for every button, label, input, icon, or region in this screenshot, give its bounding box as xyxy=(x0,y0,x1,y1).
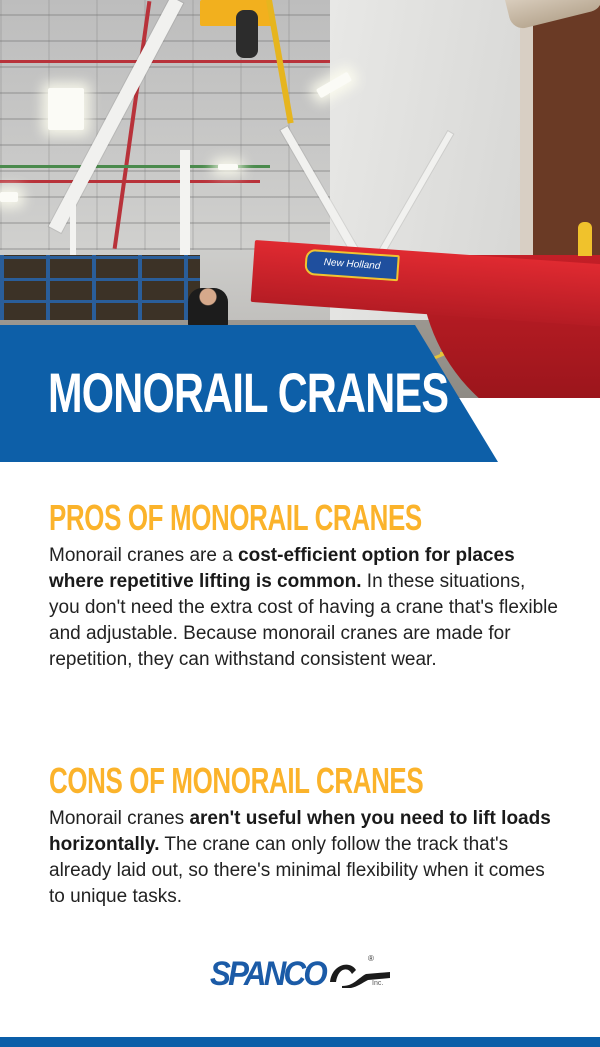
pros-body-emphasis: cost-efficient option for places where repetitive lifting is common. xyxy=(49,545,515,592)
fire-pipe xyxy=(0,180,260,183)
registered-mark: ® xyxy=(368,954,374,963)
logo-inc: Inc. xyxy=(372,980,384,987)
ceiling-light xyxy=(218,164,238,170)
ceiling-light xyxy=(0,192,18,202)
page-title: MONORAIL CRANES xyxy=(48,361,449,424)
hoist-chain-block xyxy=(236,10,258,58)
pros-heading: PROS OF MONORAIL CRANES xyxy=(49,497,422,538)
cons-body-emphasis: aren't useful when you need to lift loads horizontally. xyxy=(49,808,551,855)
operator-person xyxy=(188,288,228,328)
pros-body xyxy=(49,543,559,673)
pros-body-text: Monorail cranes are a xyxy=(49,545,239,566)
pros-section xyxy=(49,499,559,673)
pros-body-text: In these situations, you don't need the extra cost of having a crane that's flexible and adjustable. Because monorail cranes are made for repetition, they can withstand consistent wear. xyxy=(49,571,558,670)
cons-body-text: The crane can only follow the track that's already laid out, so there's minimal flexibility when it comes to unique tasks. xyxy=(49,834,545,907)
logo-wordmark: SPANCO xyxy=(210,955,325,993)
cons-body-text: Monorail cranes xyxy=(49,808,190,829)
storage-racks xyxy=(0,255,200,325)
footer-bar xyxy=(0,1037,600,1047)
spanco-logo xyxy=(210,956,390,992)
safety-bollard xyxy=(578,222,592,256)
brand-decal: New Holland xyxy=(304,249,400,281)
cons-body xyxy=(49,806,559,910)
cons-heading: CONS OF MONORAIL CRANES xyxy=(49,760,424,801)
cons-section xyxy=(49,762,559,910)
ceiling-light xyxy=(48,88,84,130)
